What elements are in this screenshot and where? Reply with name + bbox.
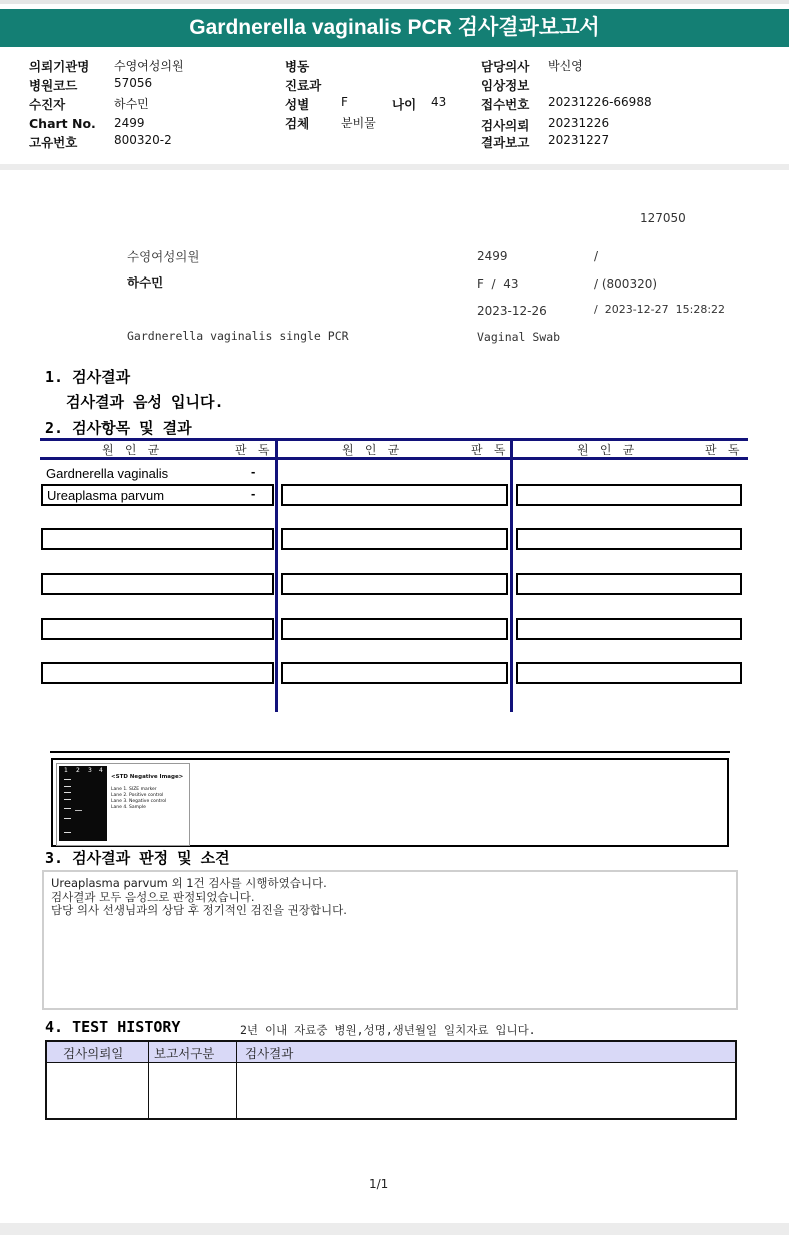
- value-unique-no: 800320-2: [114, 133, 172, 147]
- label-ward: 병동: [285, 59, 310, 74]
- findings-line-3: 담당 의사 선생님과의 상담 후 정기적인 검진을 권장합니다.: [51, 903, 347, 917]
- summary-institution: 수영여성의원: [127, 249, 200, 264]
- col1-verdict-header: 판 독: [235, 443, 272, 457]
- result-row-2-name: Ureaplasma parvum: [47, 488, 165, 503]
- summary-slash: /: [594, 249, 599, 263]
- value-request-date: 20231226: [548, 116, 610, 130]
- history-table: [45, 1040, 737, 1120]
- gel-lane-number-3: 3: [88, 767, 92, 774]
- label-institution: 의뢰기관명: [29, 59, 90, 74]
- top-edge: [0, 0, 789, 4]
- col3-pathogen-header: 원 인 균: [577, 443, 637, 457]
- summary-report-datetime: / 2023-12-27 15:28:22: [594, 303, 726, 316]
- history-note: 2년 이내 자료중 병원,성명,생년월일 일치자료 입니다.: [240, 1023, 536, 1037]
- gel-frame: [51, 758, 729, 847]
- result-cell-r6c3: [516, 662, 742, 684]
- summary-birth: / (800320): [594, 277, 658, 291]
- gel-lane-number-4: 4: [99, 767, 103, 774]
- result-row-1-verdict: -: [251, 464, 256, 479]
- gel-band: [64, 818, 71, 819]
- gel-band: [75, 810, 82, 811]
- value-report-date: 20231227: [548, 133, 610, 147]
- result-cell-r6c1: [41, 662, 274, 684]
- label-patient: 수진자: [29, 97, 66, 112]
- value-doctor: 박신영: [548, 59, 583, 73]
- col3-verdict-header: 판 독: [705, 443, 742, 457]
- gel-title: <STD Negative Image>: [111, 774, 184, 780]
- value-patient: 하수민: [114, 97, 149, 111]
- footer-band: [0, 1223, 789, 1235]
- history-col-divider-2: [236, 1042, 237, 1118]
- result-cell-r4c1: [41, 573, 274, 595]
- label-age: 나이: [392, 97, 417, 112]
- history-col-report-type: 보고서구분: [154, 1046, 215, 1061]
- gel-legend-2: Lane 2. Positive control: [111, 793, 164, 798]
- summary-specimen-type: Vaginal Swab: [477, 330, 561, 344]
- history-col-divider-1: [148, 1042, 149, 1118]
- result-cell-r3c1: [41, 528, 274, 550]
- value-hospital-code: 57056: [114, 76, 153, 90]
- gel-legend-1: Lane 1. SIZE marker: [111, 787, 157, 792]
- value-specimen: 분비물: [341, 116, 376, 130]
- label-report-date: 결과보고: [481, 135, 530, 150]
- result-cell-r3c2: [281, 528, 508, 550]
- gel-lanes-panel: [59, 766, 107, 841]
- report-title: Gardnerella vaginalis PCR 검사결과보고서: [0, 9, 789, 47]
- summary-patient: 하수민: [127, 275, 164, 290]
- label-department: 진료과: [285, 78, 322, 93]
- result-cell-r6c2: [281, 662, 508, 684]
- history-header-row: [47, 1042, 735, 1063]
- value-chart-no: 2499: [114, 116, 145, 130]
- result-row-2-verdict: -: [251, 486, 256, 501]
- gel-legend-3: Lane 3. Negative control: [111, 799, 167, 804]
- result-cell-r2c2: [281, 484, 508, 506]
- label-clinical-info: 임상정보: [481, 78, 530, 93]
- col2-verdict-header: 판 독: [471, 443, 508, 457]
- label-chart-no: Chart No.: [29, 116, 96, 131]
- gel-lane-number-1: 1: [64, 767, 68, 774]
- value-receipt-no: 20231226-66988: [548, 95, 652, 109]
- header-divider: [0, 164, 789, 170]
- gel-lane-number-2: 2: [76, 767, 80, 774]
- summary-chart: 2499: [477, 249, 508, 263]
- gel-band: [64, 808, 71, 809]
- value-age: 43: [431, 95, 447, 109]
- result-cell-r4c2: [281, 573, 508, 595]
- gel-band: [64, 786, 71, 787]
- grid-divider-2: [510, 438, 513, 712]
- value-sex: F: [341, 95, 348, 109]
- gel-band: [64, 832, 71, 833]
- result-cell-r4c3: [516, 573, 742, 595]
- result-cell-r5c3: [516, 618, 742, 640]
- gel-band: [64, 779, 71, 780]
- gel-legend-4: Lane 4. Sample: [111, 805, 146, 810]
- section1-result-text: 검사결과 음성 입니다.: [66, 393, 224, 411]
- findings-line-2: 검사결과 모두 음성으로 판정되었습니다.: [51, 889, 255, 904]
- findings-box: [42, 870, 738, 1010]
- result-cell-r3c3: [516, 528, 742, 550]
- section2-heading: 2. 검사항목 및 결과: [45, 419, 192, 437]
- col1-pathogen-header: 원 인 균: [102, 443, 162, 457]
- value-institution: 수영여성의원: [114, 59, 184, 73]
- result-cell-r5c2: [281, 618, 508, 640]
- label-request-date: 검사의뢰: [481, 118, 530, 133]
- label-sex: 성별: [285, 97, 310, 112]
- grid-divider-1: [275, 438, 278, 712]
- gel-band: [64, 792, 71, 793]
- section1-heading: 1. 검사결과: [45, 368, 131, 386]
- section3-heading: 3. 검사결과 판정 및 소견: [45, 849, 230, 867]
- result-row-1-name: Gardnerella vaginalis: [46, 466, 169, 481]
- history-col-request-date: 검사의뢰일: [63, 1046, 124, 1061]
- label-receipt-no: 접수번호: [481, 97, 530, 112]
- label-unique-no: 고유번호: [29, 135, 78, 150]
- summary-test-name: Gardnerella vaginalis single PCR: [127, 329, 349, 343]
- summary-sex-age: F / 43: [477, 277, 519, 291]
- result-cell-r2c3: [516, 484, 742, 506]
- gel-band: [64, 799, 71, 800]
- gel-image: [56, 763, 190, 846]
- history-col-result: 검사결과: [245, 1046, 294, 1061]
- findings-line-1: Ureaplasma parvum 외 1건 검사를 시행하였습니다.: [51, 876, 327, 890]
- section4-heading: 4. TEST HISTORY: [45, 1018, 181, 1036]
- summary-request-date: 2023-12-26: [477, 304, 547, 318]
- label-doctor: 담당의사: [481, 59, 530, 74]
- summary-id: 127050: [640, 211, 686, 225]
- result-cell-r5c1: [41, 618, 274, 640]
- label-specimen: 검체: [285, 116, 310, 131]
- gel-top-rule: [50, 751, 730, 753]
- page-number: 1/1: [369, 1177, 389, 1191]
- col2-pathogen-header: 원 인 균: [342, 443, 402, 457]
- label-hospital-code: 병원코드: [29, 78, 78, 93]
